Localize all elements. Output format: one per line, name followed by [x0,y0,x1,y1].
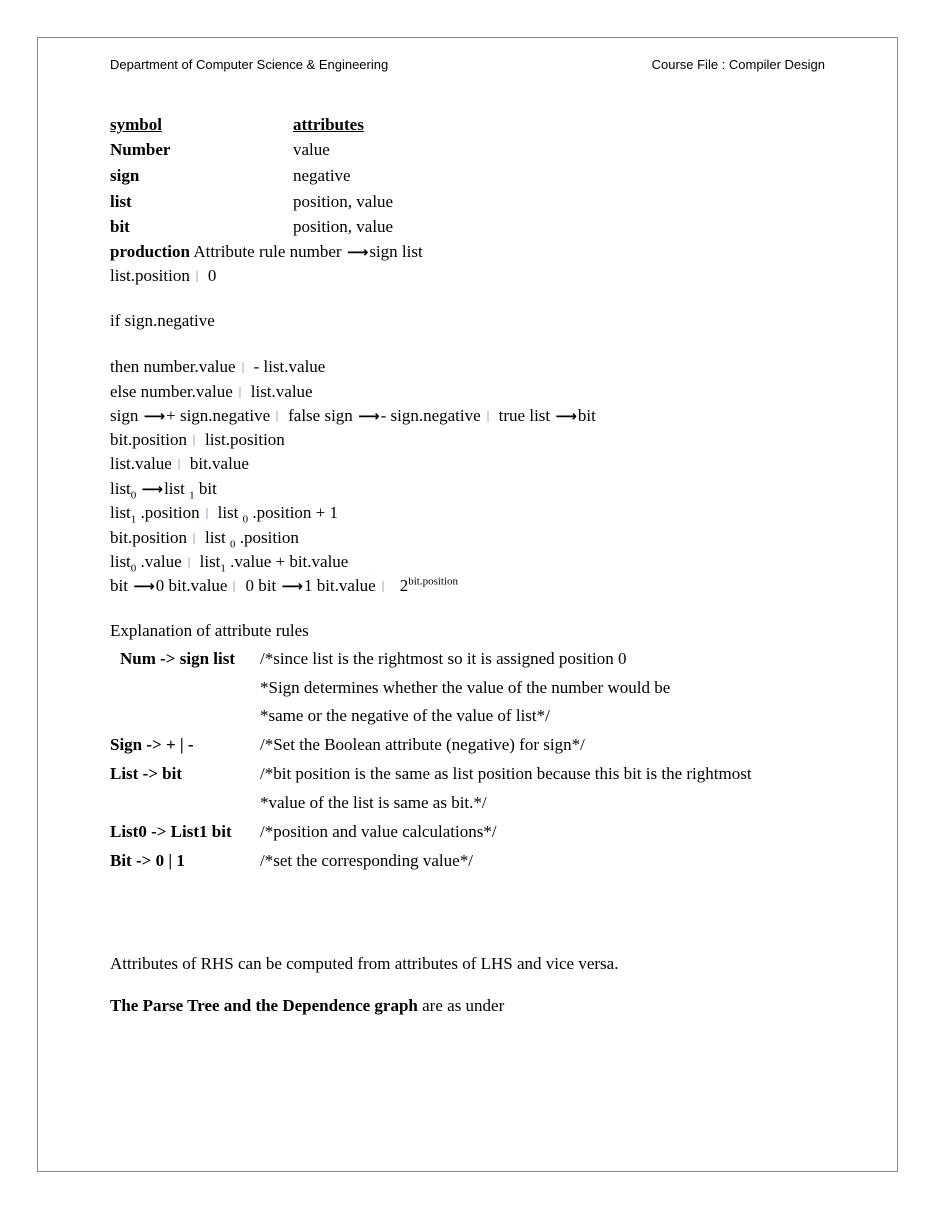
rule-text: .position [239,528,299,547]
else-line [110,382,313,402]
bit-rules-line [110,576,458,596]
paragraph-rest: are as under [417,996,505,1015]
rule-lhs: list.value [110,454,172,473]
arrow-icon: ⟶ [358,407,380,425]
rule-text: list [110,552,131,571]
rule-text: .value [140,552,182,571]
subscript: 0 [130,562,137,575]
assign-glyph-icon [196,271,198,282]
rule-text: 1 bit.value [303,576,376,595]
assign-glyph-icon [206,508,208,519]
rule-text: 0 bit [245,576,277,595]
list1-position-line [110,503,339,526]
rule-rhs: list.position [204,430,285,449]
arrow-icon: ⟶ [141,480,164,498]
subscript: 1 [130,513,137,526]
list0-production-line [110,479,217,502]
subscript: 0 [230,538,236,551]
rule-rhs: bit.value [189,454,249,473]
rule-text: .value + bit.value [230,552,349,571]
rule-lhs: list.position [110,266,190,285]
rule-lhs: bit.position [110,528,187,547]
list-position-line [110,266,216,286]
if-line: if sign.negative [110,311,215,330]
production-text: Attribute rule number [193,242,342,261]
explanation-production: Num -> sign list [120,649,236,668]
table-row-symbol: Number [110,140,171,159]
assign-glyph-icon [239,387,241,398]
production-label: production [110,242,190,261]
table-row-symbol: bit [110,217,130,236]
explanation-comment: *value of the list is same as bit.*/ [260,793,487,812]
rule-text: 2 [399,576,409,595]
list0-value-line [110,552,349,575]
explanation-comment: *same or the negative of the value of list*/ [260,706,550,725]
table-head-attributes: attributes [293,115,364,134]
explanation-comment: *Sign determines whether the value of the number would be [260,678,671,697]
assign-glyph-icon [193,533,195,544]
rule-text: list [110,503,131,522]
explanation-title: Explanation of attribute rules [110,621,309,640]
rule-text: .position [140,503,200,522]
rule-text: list [164,479,185,498]
assign-glyph-icon [188,557,190,568]
explanation-comment: /*set the corresponding value*/ [260,851,473,870]
subscript: 1 [220,562,226,575]
arrow-icon: ⟶ [133,577,155,595]
rule-text: - sign.negative [380,406,481,425]
rule-text: list [217,503,239,522]
table-row-attrs: position, value [293,192,394,211]
table-row-attrs: negative [293,166,351,185]
explanation-production: List0 -> List1 bit [110,822,232,841]
rule-text: + sign.negative [166,406,271,425]
arrow-icon: ⟶ [555,407,577,425]
rule-rhs: - list.value [253,357,326,376]
subscript: 0 [130,489,137,502]
rule-text: true list [498,406,551,425]
list-value-line [110,454,249,474]
paragraph-attributes: Attributes of RHS can be computed from attributes of LHS and vice versa. [110,954,619,973]
assign-glyph-icon [276,411,278,422]
explanation-production: Bit -> 0 | 1 [110,851,185,870]
rule-text: list [110,479,131,498]
then-line [110,357,325,377]
rule-text: bit [110,576,128,595]
table-row-attrs: position, value [293,217,394,236]
rule-text: list [204,528,226,547]
rule-text: bit [198,479,217,498]
rule-rhs: 0 [207,266,217,285]
rule-text: false sign [288,406,353,425]
rule-text: sign [110,406,139,425]
rule-lhs: bit.position [110,430,187,449]
arrow-icon: ⟶ [346,243,369,261]
production-line [110,242,423,262]
rule-text: 0 bit.value [155,576,228,595]
sign-rules-line [110,406,596,426]
explanation-production: Sign -> + | - [110,735,194,754]
assign-glyph-icon [487,411,489,422]
table-head-symbol: symbol [110,115,162,134]
explanation-production: List -> bit [110,764,183,783]
rule-text: list [199,552,221,571]
paragraph-bold: The Parse Tree and the Dependence graph [110,996,418,1015]
bit-position-line [110,430,285,450]
explanation-comment: /*position and value calculations*/ [260,822,497,841]
header-department: Department of Computer Science & Engineering [110,57,389,72]
table-row-attrs: value [293,140,330,159]
explanation-comment: /*bit position is the same as list position because this bit is the rightmost [260,764,752,783]
rule-text: bit [577,406,596,425]
arrow-icon: ⟶ [143,407,166,425]
assign-glyph-icon [193,435,195,446]
assign-glyph-icon [382,581,384,592]
production-rhs: sign list [369,242,423,261]
rule-lhs: else number.value [110,382,233,401]
paragraph-parse-tree [110,996,504,1016]
subscript: 1 [189,489,195,502]
rule-rhs: list.value [250,382,313,401]
assign-glyph-icon [233,581,235,592]
superscript: bit.position [408,575,459,588]
subscript: 0 [242,513,249,526]
table-row-symbol: sign [110,166,140,185]
bit-position-2-line [110,528,299,551]
arrow-icon: ⟶ [281,577,303,595]
rule-text: .position + 1 [252,503,339,522]
explanation-comment: /*Set the Boolean attribute (negative) for sign*/ [260,735,585,754]
rule-lhs: then number.value [110,357,236,376]
explanation-comment: /*since list is the rightmost so it is assigned position 0 [260,649,627,668]
assign-glyph-icon [242,362,244,373]
assign-glyph-icon [178,459,180,470]
header-course: Course File : Compiler Design [651,57,825,72]
table-row-symbol: list [110,192,132,211]
